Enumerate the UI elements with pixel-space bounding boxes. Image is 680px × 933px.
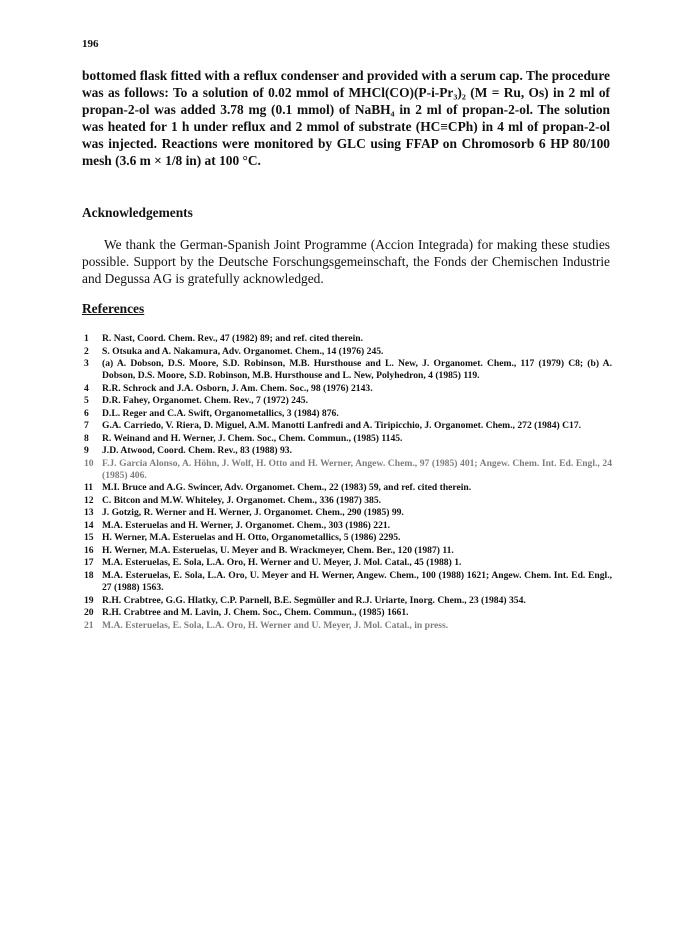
body-paragraph: bottomed flask fitted with a reflux condenser and provided with a serum cap. The procedure was as follows: To a solution of 0.02 mmol of MHCl(CO)(P-i-Pr₃)₂ (M = Ru, Os) in 2 ml of propan-2-ol was added 3.78 mg (0.1 mmol) of NaBH₄ in 2 ml of propan-2-ol. The solution was heated for 1 h under reflux and 2 mmol of substrate (HC≡CPh) in 4 ml of propan-2-ol was injected. Reactions were monitored by GLC using FFAP on Chromosorb 6 HP 80/100 mesh (3.6 m × 1/8 in) at 100 °C. (82, 68, 610, 168)
references-list (84, 333, 612, 632)
reference-item (84, 520, 612, 532)
reference-item (84, 408, 612, 420)
reference-number: 8 (84, 432, 89, 444)
reference-number: 5 (84, 395, 89, 407)
reference-text: R.H. Crabtree and M. Lavin, J. Chem. Soc., Chem. Commun., (1985) 1661. (102, 607, 409, 619)
reference-number: 9 (84, 445, 89, 457)
reference-item (84, 620, 612, 632)
reference-text: R. Weinand and H. Werner, J. Chem. Soc., Chem. Commun., (1985) 1145. (102, 432, 403, 444)
reference-item (84, 420, 612, 432)
reference-item (84, 570, 612, 594)
reference-number: 2 (84, 345, 89, 357)
reference-item (84, 383, 612, 395)
reference-item (84, 507, 612, 519)
reference-number: 14 (84, 519, 94, 531)
acknowledgements-section (82, 236, 610, 287)
reference-text: (a) A. Dobson, D.S. Moore, S.D. Robinson, M.B. Hursthouse and L. New, J. Organomet. Chem., 117 (1979) C8; (b) A. Dobson, D.S. Moore, S.D. Robinson, M.B. Hursthouse and L. New, Polyhedron, 4 (1985) 119. (102, 358, 612, 382)
reference-item (84, 482, 612, 494)
reference-text: M.A. Esteruelas and H. Werner, J. Organomet. Chem., 303 (1986) 221. (102, 519, 391, 531)
reference-number: 21 (84, 619, 94, 631)
reference-number: 18 (84, 569, 94, 581)
reference-text: G.A. Carriedo, V. Riera, D. Miguel, A.M. Manotti Lanfredi and A. Tiripicchio, J. Organomet. Chem., 272 (1984) C17. (102, 420, 582, 432)
reference-text: S. Otsuka and A. Nakamura, Adv. Organomet. Chem., 14 (1976) 245. (102, 345, 384, 357)
reference-number: 4 (84, 382, 89, 394)
reference-text: M.A. Esteruelas, E. Sola, L.A. Oro, H. Werner and U. Meyer, J. Mol. Catal., in press. (102, 619, 449, 631)
reference-number: 15 (84, 532, 94, 544)
reference-number: 7 (84, 420, 89, 432)
reference-number: 16 (84, 544, 94, 556)
reference-item (84, 595, 612, 607)
reference-item (84, 333, 612, 345)
reference-text: R. Nast, Coord. Chem. Rev., 47 (1982) 89; and ref. cited therein. (102, 333, 364, 344)
reference-text: C. Bitcon and M.W. Whiteley, J. Organomet. Chem., 336 (1987) 385. (102, 494, 382, 506)
references-heading: References (82, 301, 145, 316)
acknowledgements-text: We thank the German-Spanish Joint Programme (Accion Integrada) for making these studies possible. Support by the Deutsche Forschungsgemeinschaft, the Fonds der Chemischen Industrie and Degussa AG is gratefully acknowledged. (82, 237, 610, 286)
reference-item (84, 395, 612, 407)
reference-item (84, 495, 612, 507)
page-number: 196 (82, 38, 99, 50)
reference-item (84, 557, 612, 569)
reference-text: J. Gotzig, R. Werner and H. Werner, J. Organomet. Chem., 290 (1985) 99. (102, 507, 404, 519)
reference-number: 11 (84, 482, 94, 494)
reference-text: R.H. Crabtree, G.G. Hlatky, C.P. Parnell, B.E. Segmüller and R.J. Uriarte, Inorg. Chem., 23 (1984) 354. (102, 594, 526, 606)
reference-number: 1 (84, 333, 89, 344)
reference-item (84, 532, 612, 544)
reference-text: J.D. Atwood, Coord. Chem. Rev., 83 (1988) 93. (102, 445, 293, 457)
reference-item (84, 358, 612, 382)
acknowledgements-heading: Acknowledgements (82, 205, 193, 220)
reference-number: 3 (84, 358, 89, 369)
reference-number: 20 (84, 607, 94, 619)
reference-text: D.R. Fahey, Organomet. Chem. Rev., 7 (1972) 245. (102, 395, 308, 407)
reference-item (84, 545, 612, 557)
reference-item (84, 433, 612, 445)
reference-text: R.R. Schrock and J.A. Osborn, J. Am. Chem. Soc., 98 (1976) 2143. (102, 382, 373, 394)
reference-number: 12 (84, 494, 94, 506)
reference-text: M.A. Esteruelas, E. Sola, L.A. Oro, U. Meyer and H. Werner, Angew. Chem., 100 (1988) 1621; Angew. Chem. Int. Ed. Engl., 27 (1988) 1563. (102, 569, 612, 594)
reference-item (84, 458, 612, 482)
reference-item (84, 346, 612, 358)
reference-text: H. Werner, M.A. Esteruelas and H. Otto, Organometallics, 5 (1986) 2295. (102, 532, 401, 544)
reference-text: D.L. Reger and C.A. Swift, Organometallics, 3 (1984) 876. (102, 407, 339, 419)
reference-text: H. Werner, M.A. Esteruelas, U. Meyer and B. Wrackmeyer, Chem. Ber., 120 (1987) 11. (102, 544, 454, 556)
reference-number: 19 (84, 594, 94, 606)
reference-text: M.A. Esteruelas, E. Sola, L.A. Oro, H. Werner and U. Meyer, J. Mol. Catal., 45 (1988) 1. (102, 557, 462, 569)
reference-number: 13 (84, 507, 94, 519)
reference-item (84, 445, 612, 457)
reference-number: 10 (84, 457, 94, 469)
reference-number: 17 (84, 557, 94, 569)
reference-text: M.I. Bruce and A.G. Swincer, Adv. Organomet. Chem., 22 (1983) 59, and ref. cited therein. (102, 482, 472, 494)
reference-item (84, 607, 612, 619)
reference-text: F.J. Garcia Alonso, A. Höhn, J. Wolf, H. Otto and H. Werner, Angew. Chem., 97 (1985) 401; Angew. Chem. Int. Ed. Engl., 24 (1985) 406. (102, 457, 612, 481)
reference-number: 6 (84, 407, 89, 419)
